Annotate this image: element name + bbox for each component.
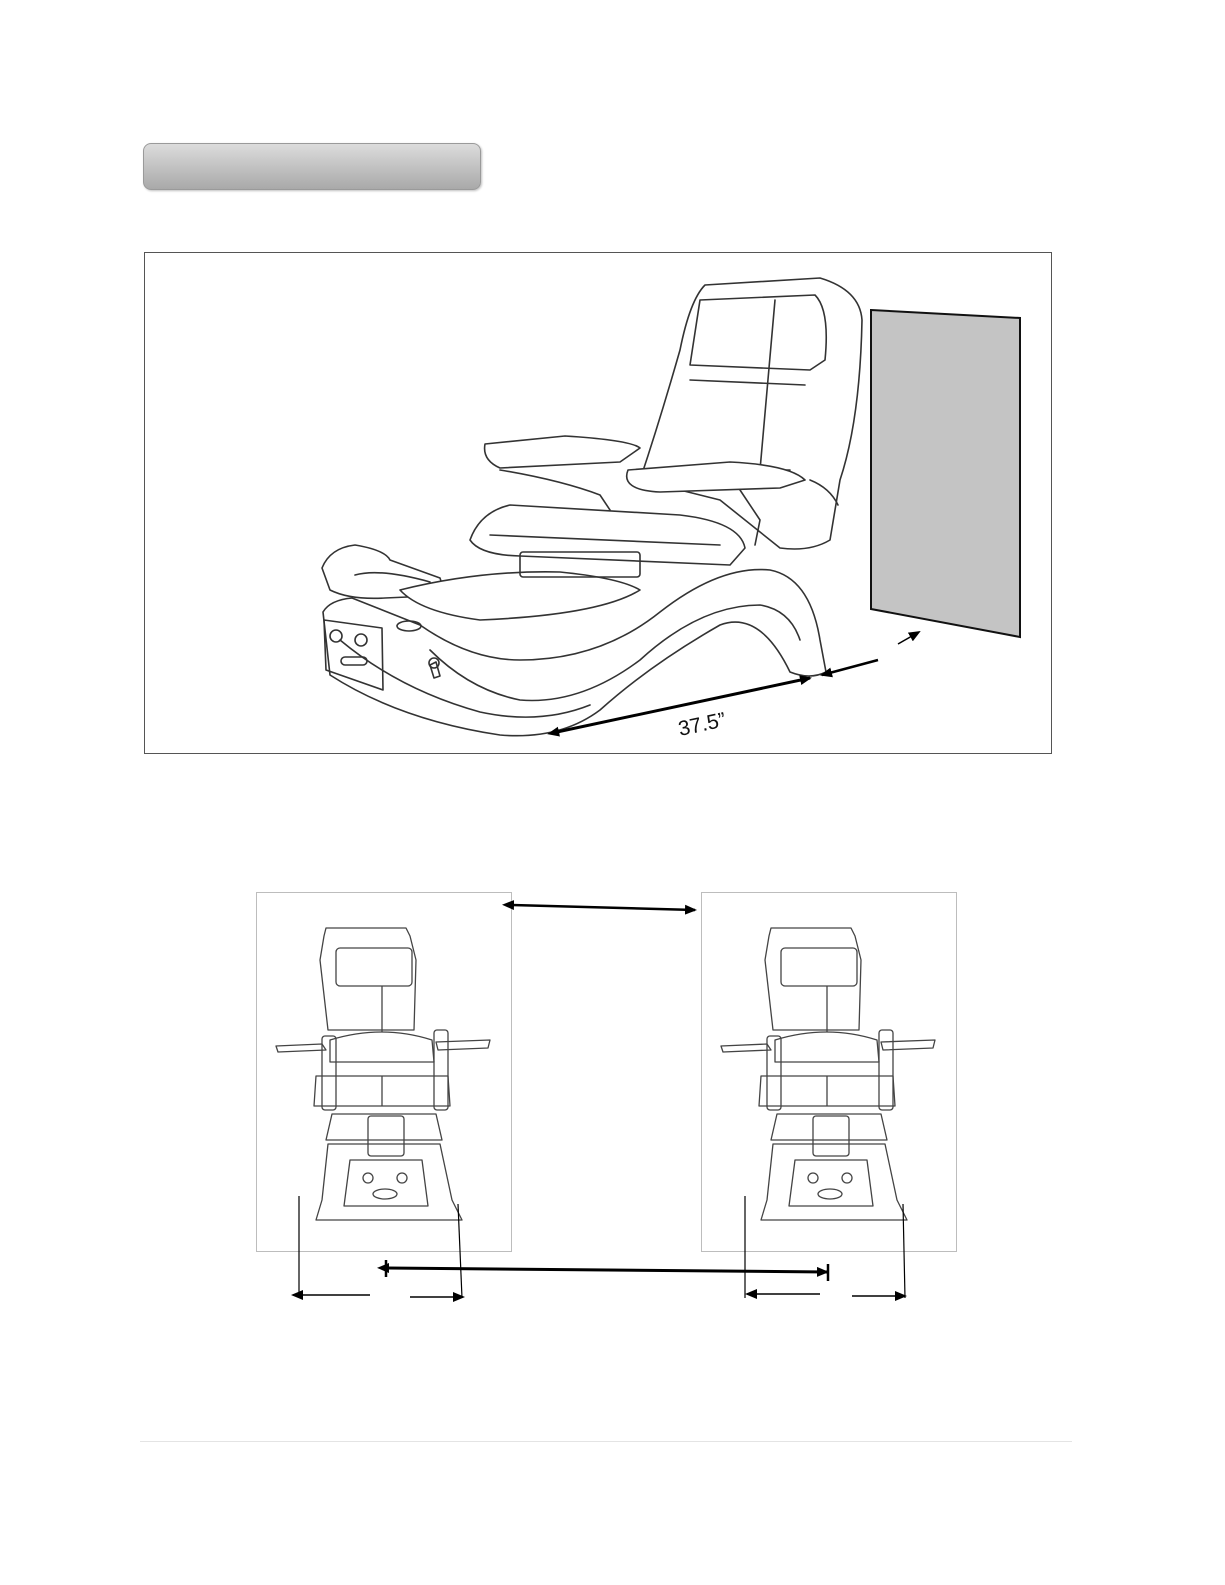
center-spacing-arrow	[387, 1268, 827, 1272]
front-chair-illustration-right	[721, 928, 935, 1220]
footer-divider	[140, 1441, 1072, 1442]
right-width-extension-right	[903, 1204, 905, 1298]
front-chair-illustration-left	[276, 928, 490, 1220]
frame-gap-arrow	[512, 905, 695, 910]
depth-dimension-label: 37.5”	[676, 708, 728, 741]
